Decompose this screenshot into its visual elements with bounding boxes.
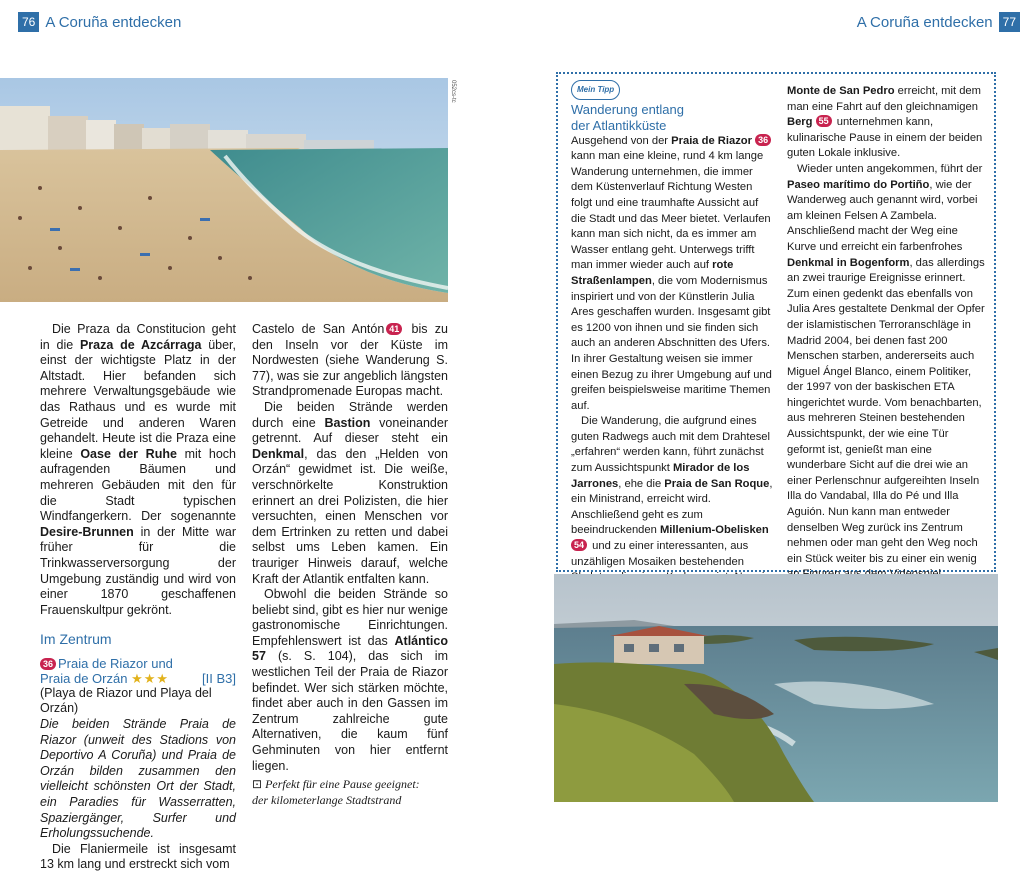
paragraph-flaniermeile: Die Flaniermeile ist insgesamt 13 km lang und erstreckt sich vom bbox=[40, 841, 236, 872]
map-reference: [II B3] bbox=[202, 670, 236, 686]
entry-title: 36 Praia de Riazor und Praia de Orzán ★★★ [II B3] bbox=[40, 655, 236, 686]
left-page-header bbox=[18, 12, 181, 32]
paragraph-bastion: Die beiden Strände werden durch eine Bastion voneinander getrennt. Auf dieser steht ein Denkmal, das den „Helden von Orzán“ gewidmet ist. Die weiße, verschnörkelte Konstruktion erinnert an drei Polizisten, die hier versuchten, einen Menschen vor dem Ertrinken zu retten und dabei selbst ums Leben kamen. Ein trauriger Hinweis darauf, welche Kraft der Atlantik entfalten kann. bbox=[252, 399, 448, 586]
tip-paragraph-4: Wieder unten angekommen, führt der Paseo marítimo do Portiño, wie der Wanderweg auch genannt wird, vorbei am kleinen Felsen A Zambela. Anschließend macht der Weg eine Kurve und erreicht ein farbenfrohes Denkmal in Bogenform, das allerdings an zwei traurige Ereignisse erinnert. Zum einen gedenkt das ebenfalls von Julia Ares gestaltete Denkmal der Opfer der islamistischen Terroranschläge in Madrid 2004, bei denen fast 200 Menschen starben, andererseits auch Miguel Ángel Blanco, einem Politiker, der 1997 von der baskischen ETA hingerichtet wurde. Vom benachbarten, aus mehreren Steinen bestehenden Aussichtspunkt, der wie eine Tür geformt ist, genießt man eine wunderbare Sicht auf die drei wie an einer Perlenschnur aufgereihten Inseln Illa do Vandabal, Illa do Pé und Illa Aguión. Nun kann man entweder denselben Weg zurück ins Zentrum nehmen oder man geht den Weg noch ein Stück weiter bis zu einer ein wenig bbox=[787, 162, 985, 565]
mein-tipp-logo: Mein Tipp bbox=[571, 80, 620, 100]
entry-alt-name: (Playa de Riazor und Playa del Orzán) bbox=[40, 685, 212, 716]
left-column-2 bbox=[252, 322, 448, 774]
section-heading: Im Zentrum bbox=[40, 631, 112, 648]
berg-number-badge: 55 bbox=[816, 115, 832, 127]
paragraph-gastronomie: Obwohl die beiden Strände so beliebt sind, gibt es hier nur wenige gastronomische Einrichtungen. Empfehlenswert ist das Atlántico 57 (s. S. 104), das sich im westlichen Teil der Praia de Riazor befindet. Wer sich stärken möchte, findet aber auch in den Gassen im Zentrum zahlreiche gute Alternativen, die kaum fünf Gehminuten von hier entfernt liegen. bbox=[252, 587, 448, 773]
rating-stars: ★★★ bbox=[131, 670, 170, 686]
coast-photo bbox=[554, 574, 998, 802]
tip-paragraph-2: Die Wanderung, die aufgrund eines guten Radwegs auch mit dem Drahtesel „erfahren“ werden kann, führt zunächst zum Aussichtspunkt Mirador de los Jarrones, ehe die Praia de San Roque, ein Ministrand, erreicht wird. Anschließend geht es zum beeindruckenden Millenium-Obelisken 54 und zu einer interessanten, aus unzähligen Mosaiken bestehenden bbox=[571, 415, 773, 568]
caption-icon: ⊡ bbox=[252, 777, 263, 791]
tip-column-2 bbox=[787, 84, 987, 630]
left-column-1 bbox=[40, 322, 236, 873]
castelo-number-badge: 41 bbox=[386, 323, 402, 335]
paragraph-azcarraga: Die Praza da Constitucion geht in die Praza de Azcárraga über, einst der wichtigste Platz in der Altstadt. Hier befanden sich mehrere Verwaltungsgebäude wie das Rathaus und es wurde mit Getreide und anderen Waren gehandelt. Heute ist die Praza eine kleine Oase der Ruhe mit hoch aufragenden Bäumen und mehreren Gebäuden mit den für die Stadt typischen Windfangerkern. Der sogenannte Desire-Brunnen in der Mitte war früher für die Trinkwasserversorgung der Umgebung zuständig und wird von einer 1870 geschaffenen Frauenskultpur gekrönt. bbox=[40, 322, 236, 617]
left-page-number: 76 bbox=[18, 12, 39, 32]
entry-number-badge: 36 bbox=[40, 658, 56, 670]
paragraph-castelo: Castelo de San Antón 41 bis zu den Inseln vor der Küste im Nordwesten (siehe Wanderung S. 77), was sie zur angeblich längsten Strandpromenade Europas macht. bbox=[252, 322, 448, 399]
beach-photo-credit: 052cs-tc bbox=[450, 80, 456, 103]
obelisk-number-badge: 54 bbox=[571, 539, 587, 551]
right-running-title: A Coruña entdecken bbox=[856, 13, 993, 31]
tip-paragraph-1: Ausgehend von der Praia de Riazor 36 kann man eine kleine, rund 4 km lange Wanderung unternehmen, die immer dem Küstenverlauf Richtung Westen folgt und eine traumhafte Aussicht auf die Stadt und das Meer bietet. Verlaufen kann man sich nicht, da es immer am Wasser entlang geht. Unterwegs trifft man immer wieder auch auf rote Straßenlampen, die vom Modernismus inspiriert und von der Künstlerin Julia Ares geschaffen wurden. Insgesamt gibt es 1200 von ihnen und sie finden sich auch an anderen Abschnitten des Ufers. In ihrer Gestaltung weisen sie immer einen Bezug zu ihrer Umgebung auf und greifen beispielsweise maritime Themen auf. bbox=[571, 134, 772, 412]
beach-photo bbox=[0, 78, 448, 302]
right-page-number: 77 bbox=[999, 12, 1020, 32]
right-page-header bbox=[857, 12, 1020, 32]
tip-column-1 bbox=[571, 80, 775, 619]
tip-title: Wanderung entlang der Atlantikküste bbox=[571, 101, 684, 133]
photo-caption: ⊡ Perfekt für eine Pause geeignet: der kilometerlange Stadtstrand bbox=[252, 777, 420, 807]
left-running-title: A Coruña entdecken bbox=[45, 13, 182, 31]
tip-box bbox=[556, 72, 996, 572]
riazor-number-badge: 36 bbox=[755, 134, 771, 146]
entry-description: Die beiden Strände Praia de Riazor (unweit des Stadions von Deportivo A Coruña) und Praia de Orzán bilden zusammen den vielleicht schönsten Ort der Stadt, ein Paradies für Wasserratten, Spaziergänger, Surfer und Erholungssuchende. bbox=[40, 717, 236, 841]
tip-paragraph-3: Monte de San Pedro erreicht, mit dem man eine Fahrt auf den gleichnamigen Berg 55 unternehmen kann, kulinarische Pause in einem der beiden guten Lokale inklusive. bbox=[787, 85, 983, 160]
